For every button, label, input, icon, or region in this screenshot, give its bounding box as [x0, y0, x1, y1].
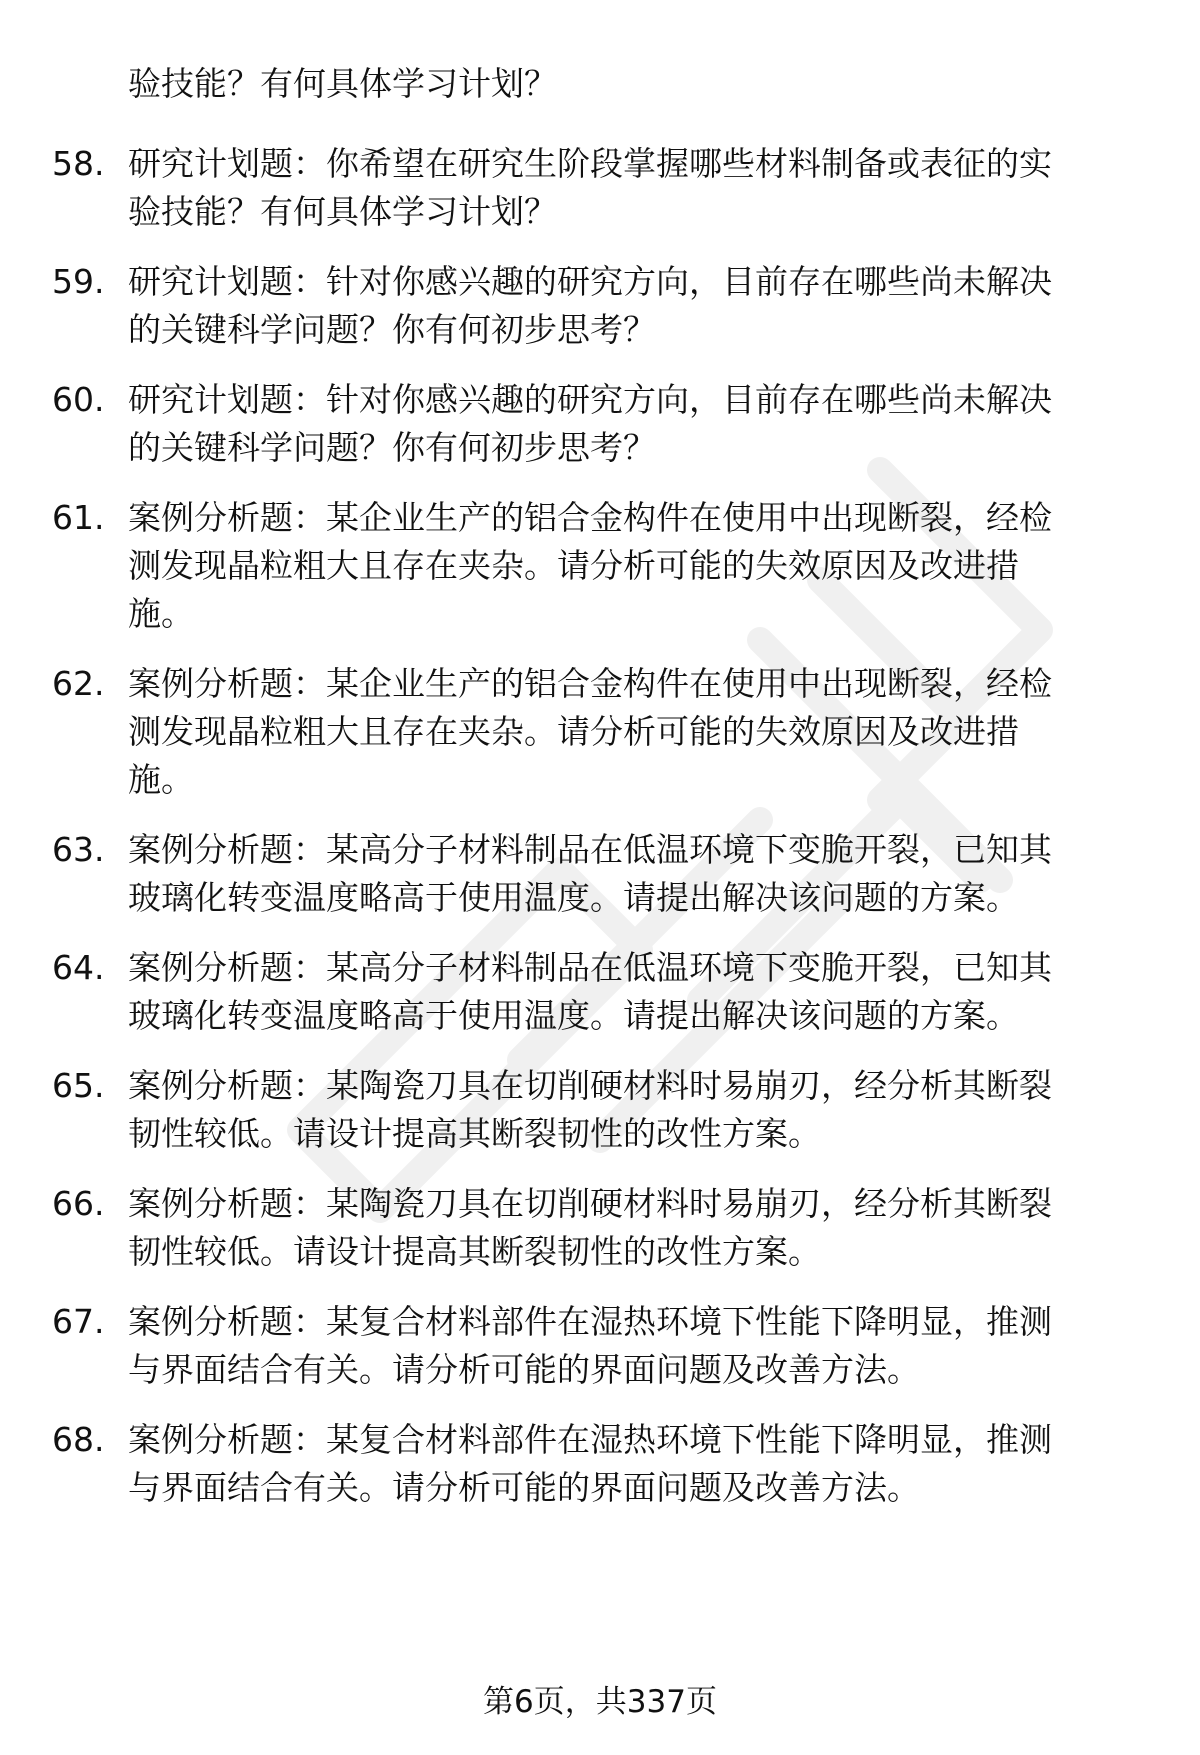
- question-item: [0, 376, 1200, 472]
- question-text-line: 玻璃化转变温度略高于使用温度。请提出解决该问题的方案。: [128, 878, 1019, 917]
- question-item: [0, 140, 1200, 236]
- question-list: [0, 140, 1200, 1534]
- question-text-line: 施。: [128, 760, 194, 799]
- question-text-line: 案例分析题：某企业生产的铝合金构件在使用中出现断裂，经检: [128, 664, 1052, 703]
- question-item: [0, 1180, 1200, 1276]
- question-text-line: 案例分析题：某高分子材料制品在低温环境下变脆开裂，已知其: [128, 830, 1052, 869]
- question-item: [0, 660, 1200, 804]
- question-number: 58.: [52, 144, 105, 183]
- question-text-line: 案例分析题：某高分子材料制品在低温环境下变脆开裂，已知其: [128, 948, 1052, 987]
- question-item: [0, 944, 1200, 1040]
- question-number: 63.: [52, 830, 105, 869]
- question-text-line: 韧性较低。请设计提高其断裂韧性的改性方案。: [128, 1232, 821, 1271]
- question-text-line: 施。: [128, 594, 194, 633]
- question-text-line: 研究计划题：你希望在研究生阶段掌握哪些材料制备或表征的实: [128, 144, 1052, 183]
- question-item: [0, 1062, 1200, 1158]
- question-text-line: 案例分析题：某陶瓷刀具在切削硬材料时易崩刃，经分析其断裂: [128, 1184, 1052, 1223]
- question-text-line: 案例分析题：某复合材料部件在湿热环境下性能下降明显，推测: [128, 1302, 1052, 1341]
- question-item: [0, 258, 1200, 354]
- question-text-line: 案例分析题：某企业生产的铝合金构件在使用中出现断裂，经检: [128, 498, 1052, 537]
- question-number: 64.: [52, 948, 105, 987]
- question-number: 59.: [52, 262, 105, 301]
- question-text-line: 与界面结合有关。请分析可能的界面问题及改善方法。: [128, 1468, 920, 1507]
- question-text-line: 验技能？有何具体学习计划？: [128, 192, 557, 231]
- continuation-line: 验技能？有何具体学习计划？: [128, 64, 557, 103]
- question-text-line: 与界面结合有关。请分析可能的界面问题及改善方法。: [128, 1350, 920, 1389]
- question-text-line: 玻璃化转变温度略高于使用温度。请提出解决该问题的方案。: [128, 996, 1019, 1035]
- question-text-line: 测发现晶粒粗大且存在夹杂。请分析可能的失效原因及改进措: [128, 546, 1019, 585]
- question-text-line: 案例分析题：某复合材料部件在湿热环境下性能下降明显，推测: [128, 1420, 1052, 1459]
- question-number: 67.: [52, 1302, 105, 1341]
- question-number: 61.: [52, 498, 105, 537]
- question-item: [0, 1298, 1200, 1394]
- question-text-line: 的关键科学问题？你有何初步思考？: [128, 428, 656, 467]
- question-number: 68.: [52, 1420, 105, 1459]
- question-item: [0, 1416, 1200, 1512]
- question-item: [0, 494, 1200, 638]
- question-number: 66.: [52, 1184, 105, 1223]
- question-text-line: 测发现晶粒粗大且存在夹杂。请分析可能的失效原因及改进措: [128, 712, 1019, 751]
- question-text-line: 的关键科学问题？你有何初步思考？: [128, 310, 656, 349]
- question-item: [0, 826, 1200, 922]
- question-number: 60.: [52, 380, 105, 419]
- question-number: 65.: [52, 1066, 105, 1105]
- question-text-line: 案例分析题：某陶瓷刀具在切削硬材料时易崩刃，经分析其断裂: [128, 1066, 1052, 1105]
- question-number: 62.: [52, 664, 105, 703]
- question-text-line: 研究计划题：针对你感兴趣的研究方向，目前存在哪些尚未解决: [128, 380, 1052, 419]
- question-text-line: 韧性较低。请设计提高其断裂韧性的改性方案。: [128, 1114, 821, 1153]
- question-text-line: 研究计划题：针对你感兴趣的研究方向，目前存在哪些尚未解决: [128, 262, 1052, 301]
- page-footer: 第6页，共337页: [483, 1684, 717, 1720]
